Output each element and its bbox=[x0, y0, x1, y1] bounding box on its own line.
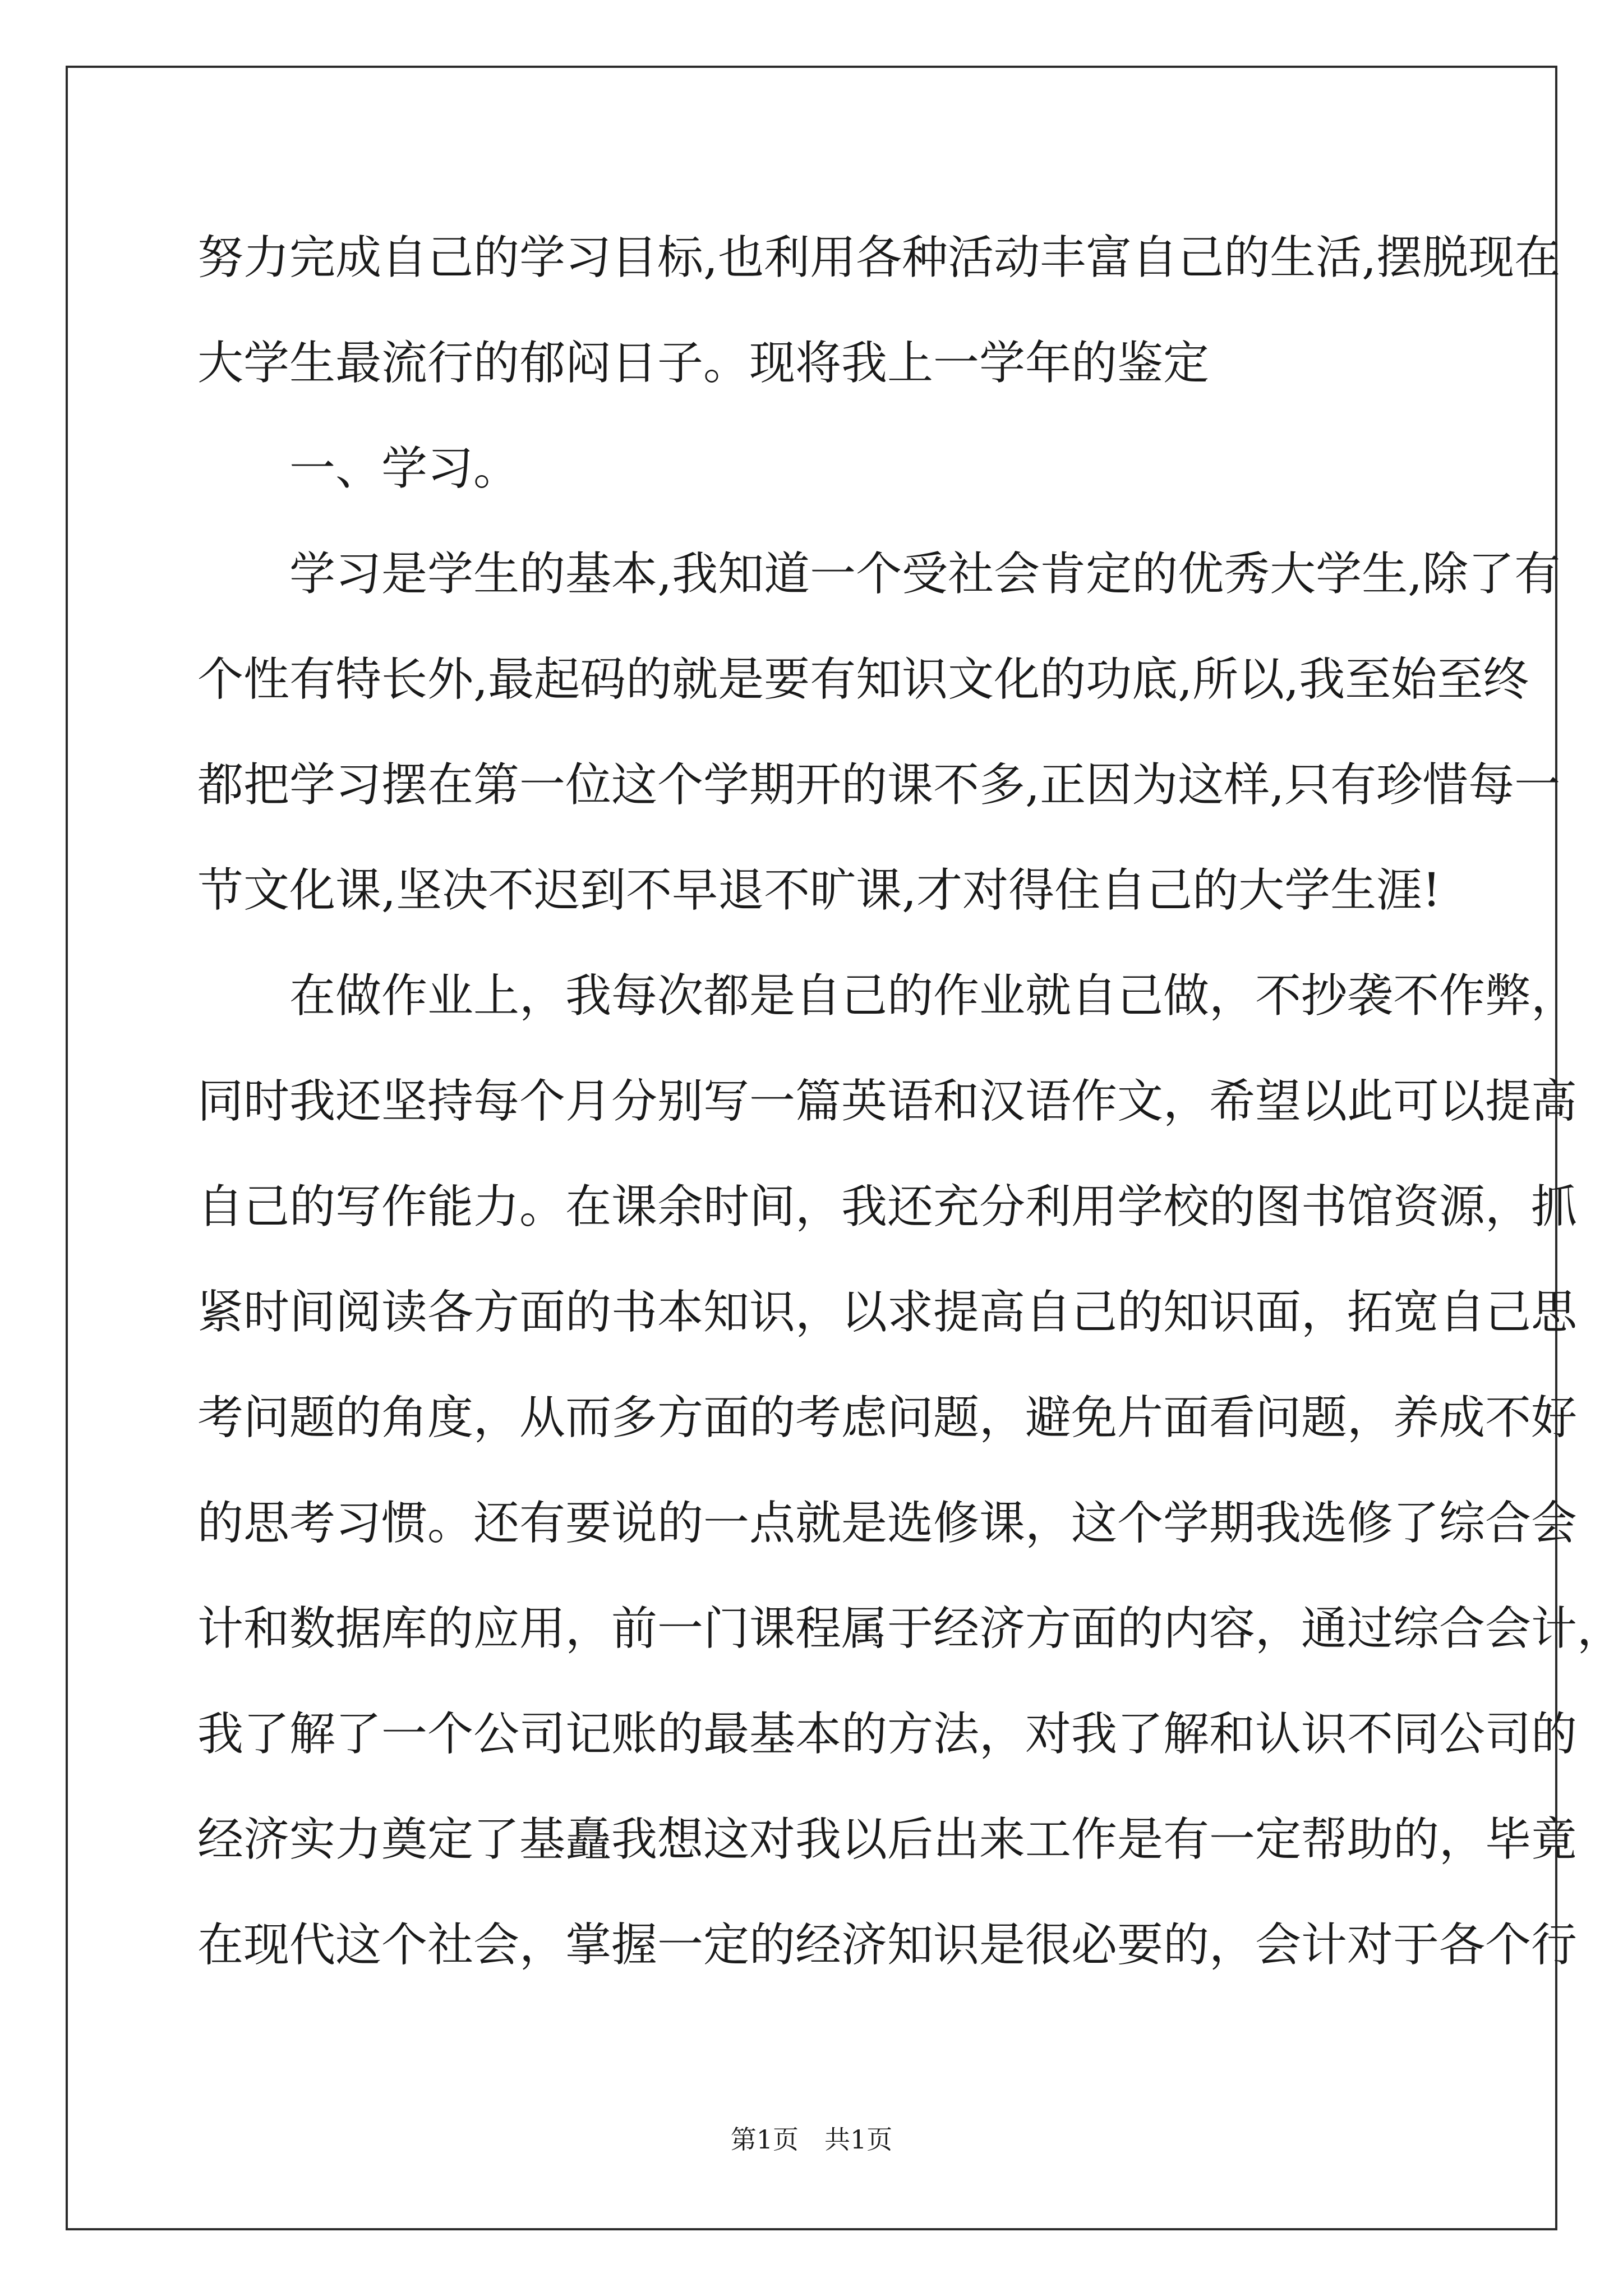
text-line: 个性有特长外,最起码的就是要有知识文化的功底,所以,我至始至终 bbox=[197, 653, 1529, 706]
page-footer: 第1页 共1页 bbox=[730, 2124, 893, 2155]
text-line: 都把学习摆在第一位这个学期开的课不多,正因为这样,只有珍惜每一 bbox=[197, 758, 1561, 812]
text-line: 我了解了一个公司记账的最基本的方法，对我了解和认识不同公司的 bbox=[197, 1708, 1578, 1761]
text-line: 同时我还坚持每个月分别写一篇英语和汉语作文，希望以此可以提高 bbox=[197, 1075, 1578, 1128]
text-line: 的思考习惯。还有要说的一点就是选修课，这个学期我选修了综合会 bbox=[197, 1497, 1578, 1550]
section-heading: 一、学习。 bbox=[289, 442, 520, 495]
document-body bbox=[197, 205, 1623, 1998]
text-line: 考问题的角度，从而多方面的考虑问题，避免片面看问题，养成不好 bbox=[197, 1391, 1578, 1444]
text-line: 自己的写作能力。在课余时间，我还充分利用学校的图书馆资源，抓 bbox=[197, 1180, 1578, 1234]
text-line: 在做作业上，我每次都是自己的作业就自己做，不抄袭不作弊， bbox=[289, 969, 1578, 1023]
text-line: 节文化课,坚决不迟到不早退不旷课,才对得住自己的大学生涯! bbox=[197, 864, 1441, 917]
text-line: 大学生最流行的郁闷日子。现将我上一学年的鉴定 bbox=[197, 337, 1210, 390]
text-line: 努力完成自己的学习目标,也利用各种活动丰富自己的生活,摆脱现在 bbox=[197, 231, 1561, 284]
text-line: 学习是学生的基本,我知道一个受社会肯定的优秀大学生,除了有 bbox=[289, 547, 1561, 601]
text-line: 紧时间阅读各方面的书本知识，以求提高自己的知识面，拓宽自己思 bbox=[197, 1286, 1578, 1339]
text-line: 经济实力奠定了基矗我想这对我以后出来工作是有一定帮助的，毕竟 bbox=[197, 1813, 1578, 1866]
text-line: 计和数据库的应用，前一门课程属于经济方面的内容，通过综合会计， bbox=[197, 1602, 1623, 1655]
text-line: 在现代这个社会，掌握一定的经济知识是很必要的，会计对于各个行 bbox=[197, 1918, 1578, 1972]
